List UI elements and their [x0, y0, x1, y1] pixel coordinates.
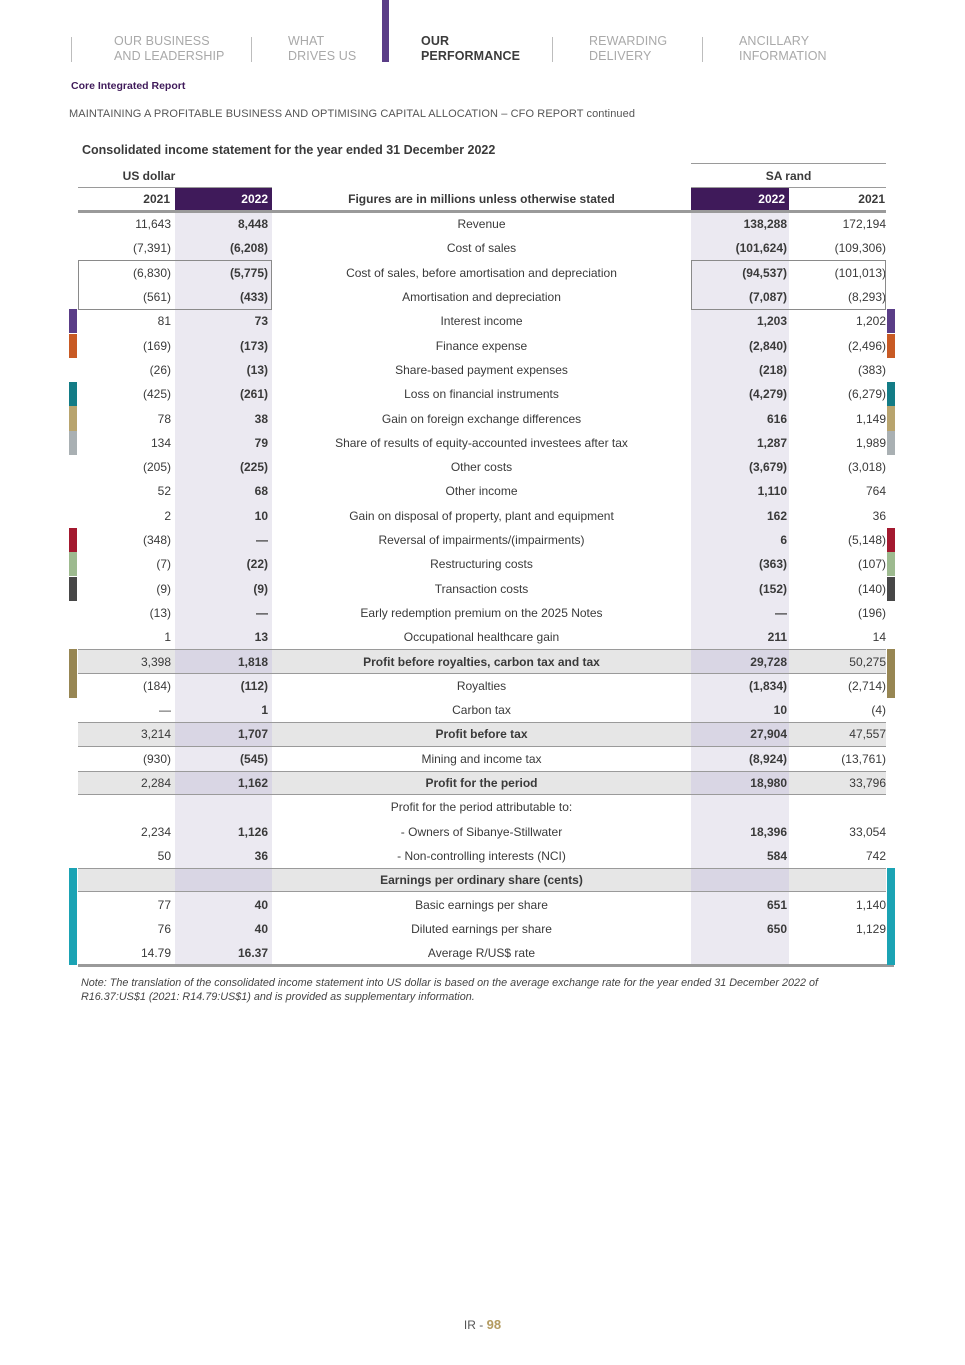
cell-zar-2021: (383) — [857, 362, 886, 377]
cell-zar-2022: (7,087) — [748, 290, 787, 305]
cell-usd-2021: 52 — [157, 484, 171, 499]
table-row — [78, 552, 886, 576]
nav-item-our-performance[interactable] — [421, 34, 520, 64]
cell-line-item: Transaction costs — [434, 581, 529, 596]
cell-zar-2022: (218) — [758, 362, 787, 377]
cell-line-item: Profit before royalties, carbon tax and tax — [363, 654, 600, 669]
cell-usd-2021: (184) — [142, 678, 171, 693]
cell-usd-2021: 76 — [157, 921, 171, 936]
category-marker-left — [69, 552, 77, 576]
cell-usd-2022: (22) — [246, 557, 268, 572]
cell-usd-2021: (425) — [142, 387, 171, 402]
column-header-usd-2021: 2021 — [143, 192, 170, 206]
cell-line-item: Other costs — [450, 460, 513, 475]
cell-line-item: Basic earnings per share — [415, 897, 548, 912]
cell-line-item: Other income — [445, 484, 518, 499]
cell-line-item: Loss on financial instruments — [404, 387, 559, 402]
cell-usd-2021: 14.79 — [140, 946, 171, 961]
cell-zar-2021: (196) — [857, 605, 886, 620]
category-marker-right — [887, 917, 895, 941]
category-marker-right — [887, 674, 895, 698]
category-marker-left — [69, 917, 77, 941]
cell-line-item: Revenue — [457, 217, 506, 232]
category-marker-right — [887, 431, 895, 455]
cell-zar-2022: 29,728 — [750, 654, 787, 669]
cost-breakdown-box-usd — [78, 260, 272, 310]
category-marker-left — [69, 649, 77, 673]
nav-label-line2: DELIVERY — [589, 49, 652, 63]
cell-zar-2022: 27,904 — [750, 727, 787, 742]
category-marker-left — [69, 941, 77, 965]
cell-usd-2022: 73 — [254, 314, 268, 329]
cell-zar-2022: (2,840) — [748, 338, 787, 353]
table-row — [78, 431, 886, 455]
cell-zar-2022: (1,834) — [748, 678, 787, 693]
cell-zar-2021: 50,275 — [849, 654, 886, 669]
nav-label-line1: WHAT — [288, 34, 325, 48]
cell-zar-2021: (13,761) — [841, 751, 886, 766]
section-navigation — [0, 0, 965, 70]
cell-line-item: Profit before tax — [435, 727, 528, 742]
category-marker-right — [887, 868, 895, 892]
cell-zar-2022: 650 — [766, 921, 787, 936]
category-marker-right — [887, 892, 895, 916]
cell-zar-2022: (8,924) — [748, 751, 787, 766]
nav-separator — [71, 37, 72, 62]
cell-usd-2021: (9) — [156, 581, 171, 596]
cell-zar-2021: (4) — [871, 703, 886, 718]
cell-usd-2022: 40 — [254, 897, 268, 912]
cell-zar-2021: 764 — [865, 484, 886, 499]
cell-usd-2021: (13) — [149, 605, 171, 620]
nav-active-indicator — [382, 0, 389, 62]
cell-zar-2022 — [691, 795, 789, 819]
cell-usd-2021: 11,643 — [135, 217, 171, 232]
cell-zar-2021: 1,989 — [855, 435, 886, 450]
cell-usd-2021: 2 — [164, 508, 171, 523]
cell-line-item: Share of results of equity-accounted investees after tax — [335, 435, 628, 450]
cell-zar-2021: 14 — [872, 630, 886, 645]
cell-usd-2021: (930) — [142, 751, 171, 766]
header-rule — [691, 163, 886, 164]
table-row — [78, 382, 886, 406]
category-marker-left — [69, 528, 77, 552]
cell-usd-2021: 77 — [157, 897, 171, 912]
category-marker-left — [69, 577, 77, 601]
table-row — [78, 747, 886, 771]
cell-usd-2022: (225) — [239, 460, 268, 475]
cell-zar-2022: (152) — [758, 581, 787, 596]
cell-line-item: Gain on foreign exchange differences — [381, 411, 582, 426]
cell-line-item: Profit for the period attributable to: — [390, 800, 573, 815]
cell-usd-2021: 50 — [157, 848, 171, 863]
cell-zar-2021 — [789, 941, 886, 965]
category-marker-right — [887, 382, 895, 406]
cell-zar-2021 — [789, 795, 886, 819]
category-marker-right — [887, 649, 895, 673]
cell-zar-2022: — — [775, 605, 787, 620]
table-row — [78, 892, 886, 916]
cell-usd-2021: 3,214 — [140, 727, 171, 742]
cell-zar-2022: 211 — [767, 630, 787, 645]
cell-usd-2021: (6,830) — [132, 265, 171, 280]
cell-usd-2022: 1,818 — [237, 654, 268, 669]
cell-zar-2022: 584 — [766, 848, 787, 863]
nav-label-line2: INFORMATION — [739, 49, 827, 63]
cell-line-item: Reversal of impairments/(impairments) — [378, 533, 585, 548]
table-row — [78, 358, 886, 382]
section-label: Core Integrated Report — [71, 80, 186, 92]
cell-zar-2022: 18,396 — [750, 824, 787, 839]
cell-usd-2022: 1,707 — [237, 727, 268, 742]
cell-usd-2022: (5,775) — [229, 265, 268, 280]
nav-separator — [552, 37, 553, 62]
cell-zar-2022: 1,110 — [757, 484, 787, 499]
cell-line-item: - Non-controlling interests (NCI) — [397, 848, 566, 863]
table-row — [78, 844, 886, 868]
category-marker-left — [69, 406, 77, 430]
cell-line-item: Average R/US$ rate — [427, 946, 536, 961]
cell-zar-2022 — [691, 869, 789, 891]
cell-usd-2022 — [175, 795, 272, 819]
nav-label-line1: OUR — [421, 34, 450, 48]
cell-zar-2021: 1,202 — [855, 314, 886, 329]
cell-line-item: Gain on disposal of property, plant and equipment — [349, 508, 614, 523]
category-marker-left — [69, 382, 77, 406]
nav-separator — [251, 37, 252, 62]
cell-usd-2022: 8,448 — [237, 217, 268, 232]
column-header-zar-2022: 2022 — [691, 188, 789, 210]
cell-zar-2021: (8,293) — [847, 290, 886, 305]
category-marker-right — [887, 334, 895, 358]
category-marker-left — [69, 892, 77, 916]
cell-usd-2021: 3,398 — [140, 654, 171, 669]
table-row — [78, 236, 886, 260]
cell-line-item: Mining and income tax — [421, 751, 542, 766]
table-row — [78, 917, 886, 941]
cell-zar-2021: 1,129 — [855, 921, 886, 936]
nav-label-line2: PERFORMANCE — [421, 49, 521, 63]
cell-line-item: Cost of sales — [446, 241, 517, 256]
cell-line-item: Carbon tax — [452, 703, 511, 718]
table-row — [78, 406, 886, 430]
cell-usd-2022: 13 — [254, 630, 268, 645]
nav-item-rewarding-delivery[interactable] — [589, 34, 667, 64]
table-row — [78, 820, 886, 844]
table-row — [78, 504, 886, 528]
cell-zar-2021: (101,013) — [834, 265, 886, 280]
cell-line-item: Earnings per ordinary share (cents) — [380, 873, 583, 888]
cell-usd-2021: 2,284 — [140, 776, 171, 791]
cell-usd-2022: 68 — [254, 484, 268, 499]
group-label-us-dollar: US dollar — [122, 169, 176, 183]
cell-zar-2022: (101,624) — [735, 241, 787, 256]
cell-usd-2022: 1 — [261, 703, 268, 718]
page-footer — [0, 1317, 965, 1332]
table-row — [78, 309, 886, 333]
page-heading: MAINTAINING A PROFITABLE BUSINESS AND OPTIMISING CAPITAL ALLOCATION – CFO REPORT continued — [69, 108, 636, 120]
table-row — [78, 674, 886, 698]
cell-zar-2021: 1,149 — [855, 411, 886, 426]
cell-usd-2021: 78 — [157, 411, 171, 426]
cell-line-item: Early redemption premium on the 2025 Notes — [360, 605, 603, 620]
cell-zar-2022: 1,287 — [756, 435, 787, 450]
cost-breakdown-box-zar — [691, 260, 886, 310]
cell-line-item: Diluted earnings per share — [411, 921, 552, 936]
nav-label-line2: DRIVES US — [288, 49, 357, 63]
column-header-usd-2022: 2022 — [175, 188, 272, 210]
cell-zar-2022: 10 — [773, 703, 787, 718]
column-header-label: Figures are in millions unless otherwise stated — [348, 192, 615, 206]
cell-usd-2021: (7,391) — [132, 241, 171, 256]
nav-label-line1: OUR BUSINESS — [114, 34, 210, 48]
table-row — [78, 334, 886, 358]
footer-prefix: IR - — [463, 1318, 487, 1332]
cell-usd-2022: (9) — [253, 581, 268, 596]
subtotal-row — [78, 722, 886, 746]
category-marker-left — [69, 431, 77, 455]
nav-label-line1: ANCILLARY — [739, 34, 810, 48]
cell-usd-2021: 134 — [150, 435, 171, 450]
table-row — [78, 212, 886, 236]
cell-line-item: Amortisation and depreciation — [402, 290, 561, 305]
cell-usd-2022 — [175, 869, 272, 891]
cell-usd-2021: (7) — [156, 557, 171, 572]
cell-usd-2021: (169) — [142, 338, 171, 353]
cell-usd-2021: 81 — [157, 314, 171, 329]
cell-zar-2021: (3,018) — [847, 460, 886, 475]
nav-label-line2: AND LEADERSHIP — [114, 49, 225, 63]
cell-line-item: Profit for the period — [425, 776, 538, 791]
category-marker-right — [887, 941, 895, 965]
cell-line-item: - Owners of Sibanye-Stillwater — [400, 824, 563, 839]
table-row — [78, 625, 886, 649]
table-row — [78, 941, 886, 965]
cell-usd-2022: 10 — [254, 508, 268, 523]
cell-usd-2021: (26) — [149, 362, 171, 377]
cell-zar-2022: 138,288 — [743, 217, 787, 232]
table-title: Consolidated income statement for the year ended 31 December 2022 — [82, 143, 496, 157]
category-marker-left — [69, 309, 77, 333]
cell-line-item: Occupational healthcare gain — [403, 630, 560, 645]
cell-line-item: Royalties — [456, 678, 507, 693]
cell-zar-2021: (5,148) — [847, 533, 886, 548]
cell-line-item: Cost of sales, before amortisation and depreciation — [346, 265, 617, 280]
cell-zar-2021: 172,194 — [842, 217, 886, 232]
cell-usd-2022: 36 — [254, 848, 268, 863]
table-bottom-rule — [78, 964, 894, 967]
cell-usd-2022: (433) — [239, 290, 268, 305]
cell-line-item: Restructuring costs — [430, 557, 533, 572]
category-marker-left — [69, 674, 77, 698]
cell-zar-2021: 36 — [872, 508, 886, 523]
cell-usd-2021: 2,234 — [140, 824, 171, 839]
table-row — [78, 528, 886, 552]
cell-zar-2021: (6,279) — [847, 387, 886, 402]
cell-usd-2022: 38 — [254, 411, 268, 426]
cell-usd-2022: (261) — [239, 387, 268, 402]
cell-zar-2022: 6 — [780, 533, 787, 548]
category-marker-right — [887, 552, 895, 576]
cell-zar-2021: (2,714) — [847, 678, 886, 693]
cell-usd-2022: (545) — [239, 751, 268, 766]
cell-usd-2022: 79 — [254, 435, 268, 450]
cell-zar-2021: 47,557 — [849, 727, 886, 742]
cell-usd-2022: — — [256, 533, 268, 548]
category-marker-left — [69, 334, 77, 358]
cell-zar-2022: (4,279) — [748, 387, 787, 402]
cell-zar-2022: 651 — [766, 897, 787, 912]
nav-item-what-drives-us[interactable] — [288, 34, 356, 64]
cell-usd-2022: (6,208) — [229, 241, 268, 256]
nav-separator — [702, 37, 703, 62]
cell-usd-2022: 16.37 — [237, 946, 268, 961]
cell-usd-2022: 1,162 — [237, 776, 268, 791]
table-row — [78, 479, 886, 503]
subtotal-row — [78, 771, 886, 795]
cell-zar-2021 — [789, 869, 886, 891]
cell-zar-2021: (140) — [857, 581, 886, 596]
cell-usd-2022: (112) — [240, 678, 268, 693]
cell-usd-2022: (13) — [246, 362, 268, 377]
cell-zar-2021: (107) — [857, 557, 886, 572]
table-row — [78, 577, 886, 601]
cell-usd-2021: (348) — [142, 533, 171, 548]
cell-line-item: Finance expense — [435, 338, 528, 353]
cell-usd-2022: 40 — [254, 921, 268, 936]
cell-zar-2021: (109,306) — [834, 241, 886, 256]
cell-zar-2022 — [691, 941, 789, 965]
column-header-zar-2021: 2021 — [858, 192, 885, 206]
subtotal-row — [78, 868, 886, 892]
cell-zar-2021: 742 — [865, 848, 886, 863]
category-marker-right — [887, 577, 895, 601]
group-label-sa-rand: SA rand — [765, 169, 812, 183]
cell-zar-2021: (2,496) — [847, 338, 886, 353]
cell-zar-2021: 33,054 — [849, 824, 886, 839]
subtotal-row — [78, 649, 886, 673]
cell-zar-2022: (3,679) — [748, 460, 787, 475]
cell-zar-2022: 162 — [766, 508, 787, 523]
cell-zar-2022: 1,203 — [756, 314, 787, 329]
nav-item-our-business[interactable] — [114, 34, 224, 64]
cell-usd-2021: (205) — [142, 460, 171, 475]
cell-line-item: Interest income — [440, 314, 523, 329]
cell-usd-2022: 1,126 — [237, 824, 268, 839]
table-row — [78, 601, 886, 625]
cell-usd-2021: (561) — [142, 290, 171, 305]
cell-usd-2021: — — [159, 703, 171, 718]
page-number: 98 — [486, 1317, 502, 1332]
table-row — [78, 795, 886, 819]
category-marker-right — [887, 309, 895, 333]
category-marker-right — [887, 528, 895, 552]
cell-zar-2022: 616 — [766, 411, 787, 426]
cell-usd-2021: 1 — [164, 630, 171, 645]
footnote: Note: The translation of the consolidated income statement into US dollar is based on the average exchange rate for the year ended 31 December 2022 of R16.37:US$1 (2021: R14.79:US$1) and is provided as supplementary information. — [81, 977, 819, 1003]
cell-usd-2021 — [78, 795, 174, 819]
cell-zar-2022: (94,537) — [742, 265, 787, 280]
cell-usd-2022: (173) — [239, 338, 268, 353]
cell-zar-2022: (363) — [758, 557, 787, 572]
cell-usd-2022: — — [256, 605, 268, 620]
category-marker-right — [887, 406, 895, 430]
nav-label-line1: REWARDING — [589, 34, 668, 48]
cell-zar-2022: 18,980 — [750, 776, 787, 791]
cell-zar-2021: 1,140 — [855, 897, 886, 912]
table-row — [78, 455, 886, 479]
nav-item-ancillary-information[interactable] — [739, 34, 827, 64]
table-row — [78, 698, 886, 722]
cell-usd-2021 — [78, 869, 174, 891]
category-marker-left — [69, 868, 77, 892]
cell-zar-2021: 33,796 — [849, 776, 886, 791]
cell-line-item: Share-based payment expenses — [395, 362, 568, 377]
